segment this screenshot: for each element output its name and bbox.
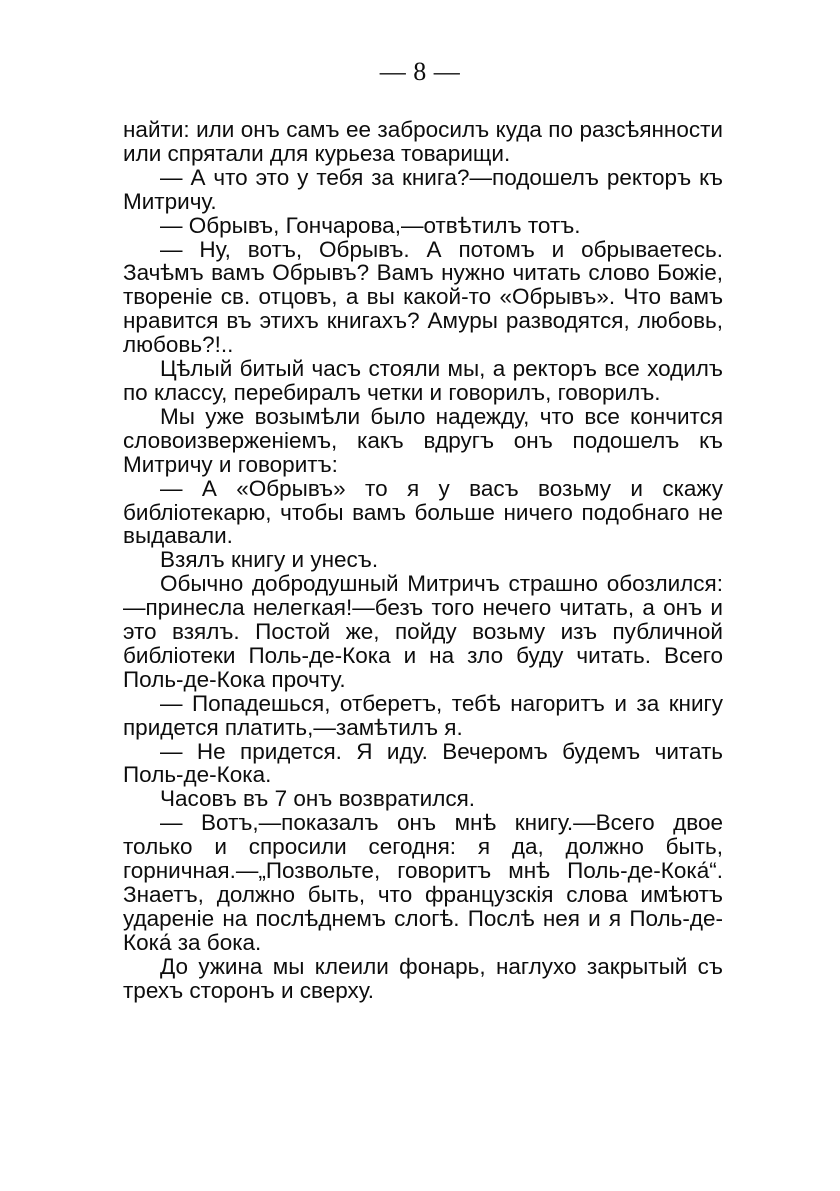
paragraph-10: — Попадешься, отберетъ, тебѣ нагоритъ и за книгу придется платить,—замѣтилъ я. <box>123 690 723 740</box>
paragraph-5: Цѣлый битый часъ стояли мы, а ректоръ все ходилъ по классу, перебиралъ четки и говорилъ, говорилъ. <box>123 356 723 405</box>
paragraph-9: Обычно добродушный Митричъ страшно обозлился:—принесла нелегкая!—безъ того нечего читать, а онъ и это взялъ. Постой же, пойду возьму изъ публичной библіотеки Поль-де-Кока и на зло буду читать. Всего Поль-де-Кока прочту. <box>123 571 723 692</box>
page-number-header: — 8 — <box>379 57 461 86</box>
paragraph-13: — Вотъ,—показалъ онъ мнѣ книгу.—Всего двое только и спросили сегодня: я да, должно быть, горничная.—„Позвольте, говоритъ мнѣ Поль-де-Кока́“. Знаетъ, должно быть, что французскія слова имѣютъ удареніе на послѣднемъ слогѣ. Послѣ нея и я Поль-де-Кока́ за бока. <box>123 810 723 955</box>
paragraph-7: — А «Обрывъ» то я у васъ возьму и скажу библіотекарю, чтобы вамъ больше ничего подобнаго не выдавали. <box>123 475 723 549</box>
paragraph-3: — Обрывъ, Гончарова,—отвѣтилъ тотъ. <box>160 212 581 238</box>
paragraph-8: Взялъ книгу и унесъ. <box>160 547 379 573</box>
paragraph-4: — Ну, вотъ, Обрывъ. А потомъ и обрываетесь. Зачѣмъ вамъ Обрывъ? Вамъ нужно читать слово Божіе, твореніе св. отцовъ, а вы какой-то «Обрывъ». Что вамъ нравится въ этихъ книгахъ? Амуры разводятся, любовь, любовь?!.. <box>123 236 723 358</box>
paragraph-12: Часовъ въ 7 онъ возвратился. <box>160 786 476 812</box>
paragraph-14: До ужина мы клеили фонарь, наглухо закрытый съ трехъ сторонъ и сверху. <box>123 953 723 1003</box>
paragraph-1: найти: или онъ самъ ее забросилъ куда по разсѣянности или спрятали для курьеза товарищи. <box>123 117 723 166</box>
paragraph-2: — А что это у тебя за книга?—подошелъ ректоръ къ Митричу. <box>123 164 723 214</box>
page-body-text <box>123 118 723 1003</box>
paragraph-11: — Не придется. Я иду. Вечеромъ будемъ читать Поль-де-Кока. <box>123 738 723 788</box>
paragraph-6: Мы уже возымѣли было надежду, что все кончится словоизверженіемъ, какъ вдругъ онъ подошелъ къ Митричу и говоритъ: <box>123 403 723 477</box>
